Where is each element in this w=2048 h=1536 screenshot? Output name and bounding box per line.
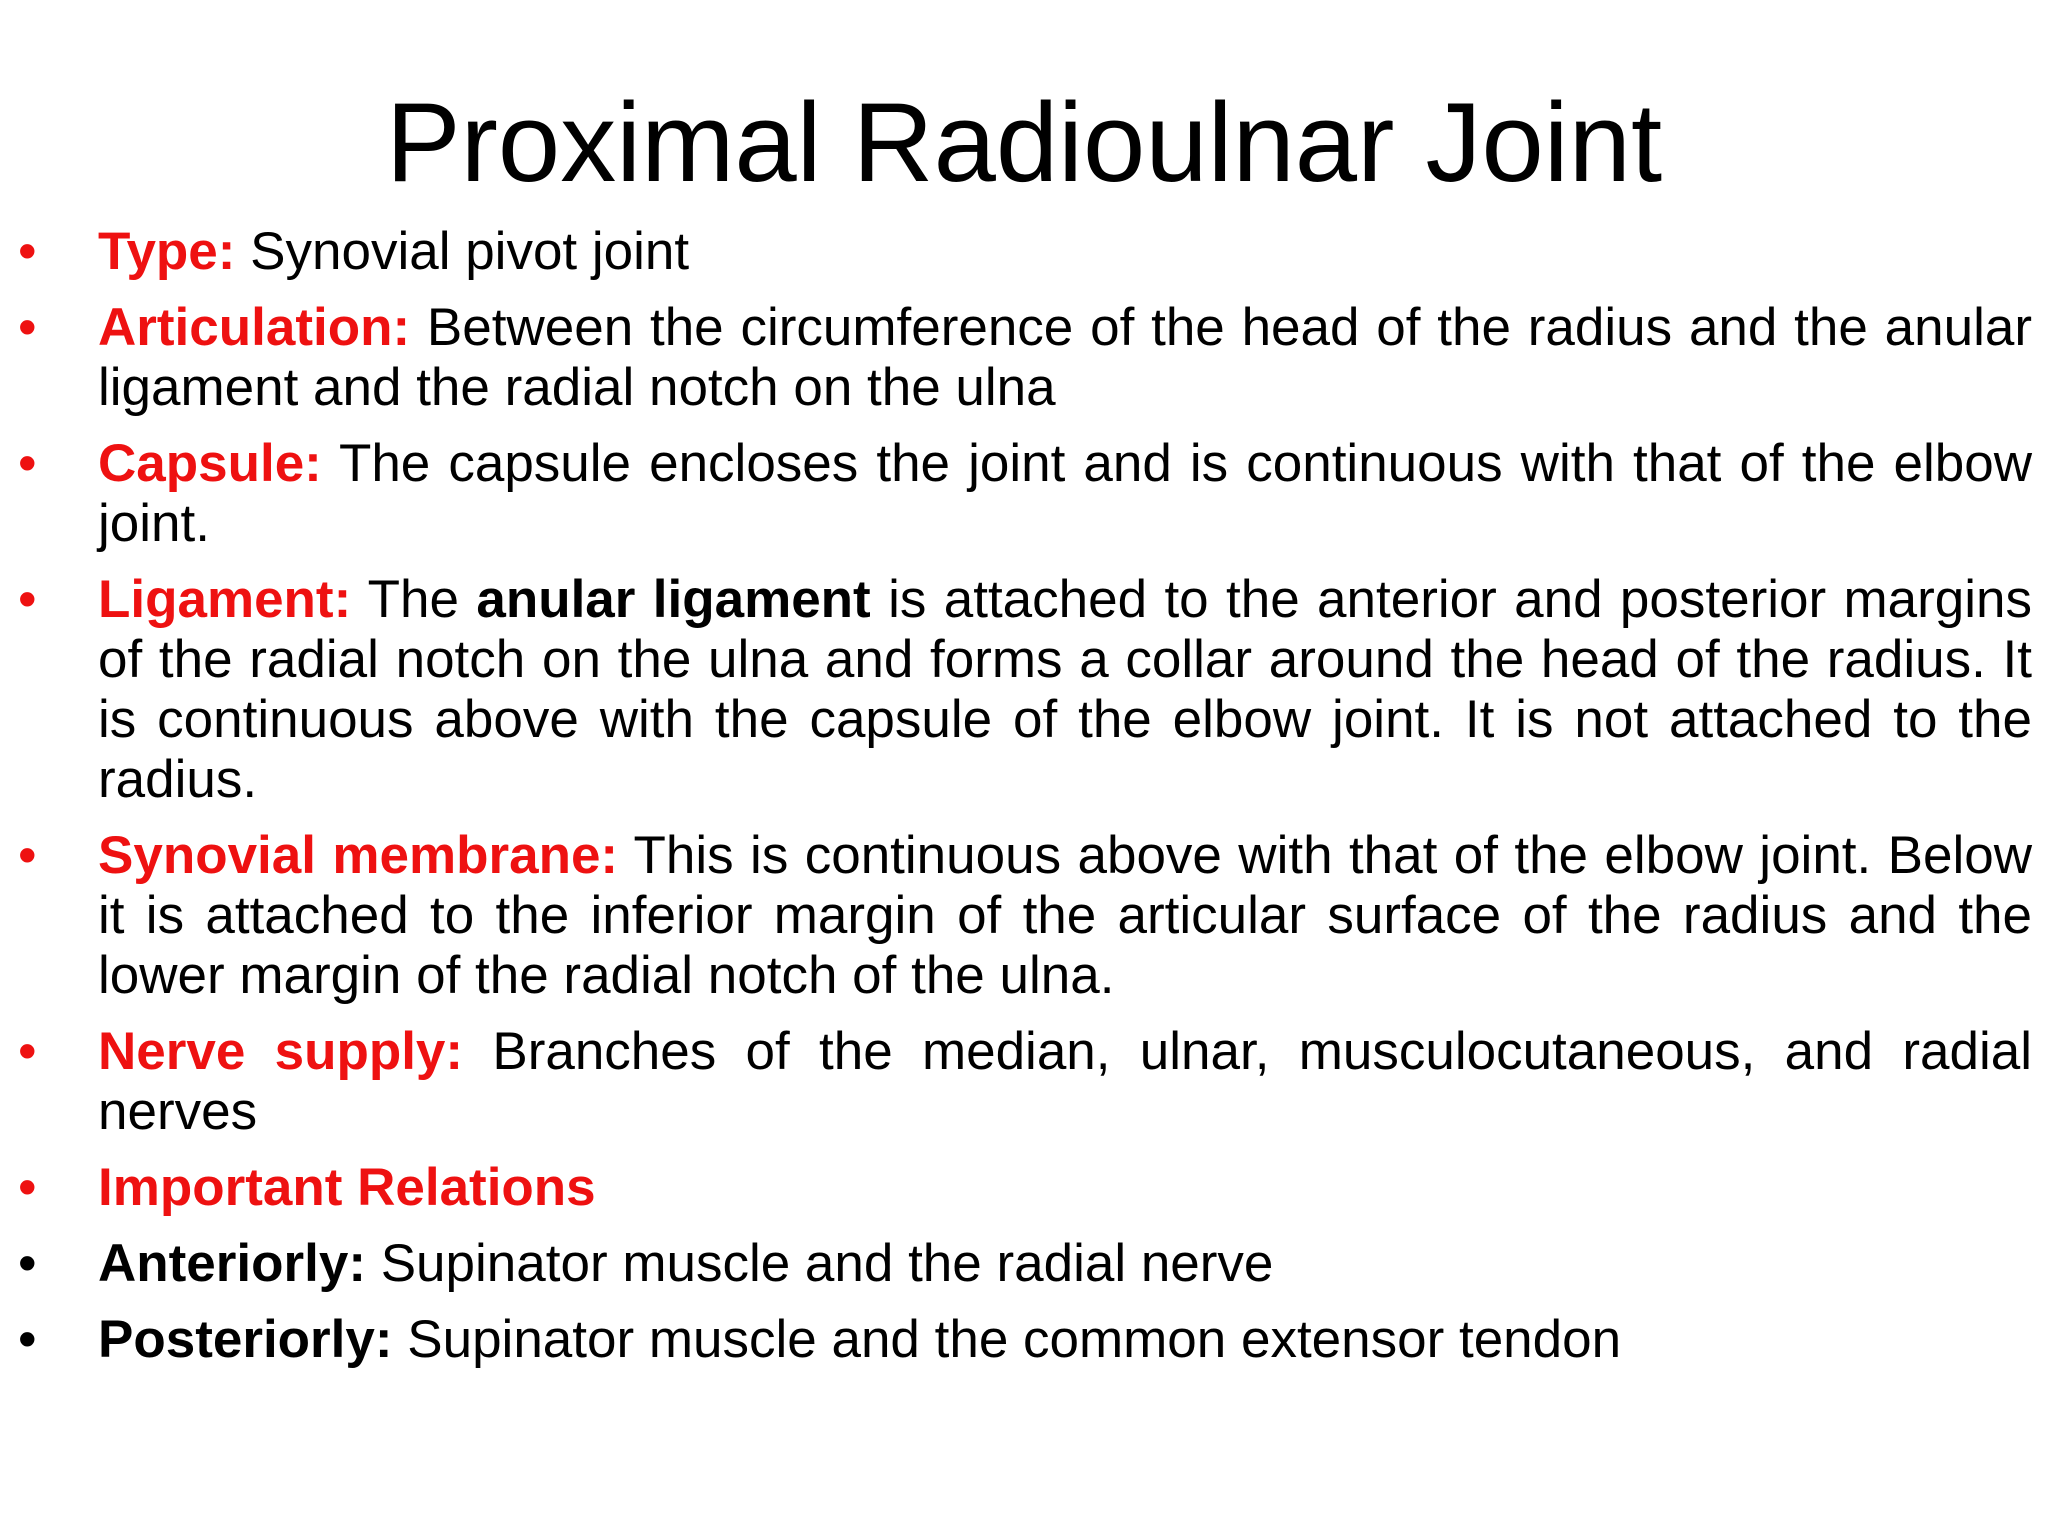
bullet-articulation	[0, 298, 2048, 418]
bullet-dot: •	[18, 826, 37, 885]
bullet-dot: •	[18, 222, 37, 281]
bullet-dot: •	[18, 1158, 37, 1217]
slide-title: Proximal Radioulnar Joint	[385, 80, 1663, 205]
bullet-dot: •	[18, 298, 37, 357]
bullet-label: Articulation:	[98, 298, 411, 357]
bullet-type	[0, 222, 2048, 282]
bullet-dot: •	[18, 1234, 37, 1293]
bullet-label: Nerve supply:	[98, 1022, 464, 1081]
bullet-text: Synovial pivot joint	[235, 222, 690, 281]
bullet-label: Capsule:	[98, 434, 322, 493]
bullet-ligament	[0, 570, 2048, 810]
bullet-dot: •	[18, 570, 37, 629]
bullet-label: Posteriorly:	[98, 1310, 393, 1369]
bullet-text: This is continuous above with that of the elbow joint. Below it is attached to the inferior margin of the articular surface of the radius and the lower margin of the radial notch of the ulna.	[98, 826, 2033, 1005]
bullet-synovial-membrane	[0, 826, 2048, 1006]
bullet-dot: •	[18, 1310, 37, 1369]
bullet-anteriorly	[0, 1234, 2048, 1294]
bullet-label: Synovial membrane:	[98, 826, 619, 885]
bullet-dot: •	[18, 434, 37, 493]
bullet-text-after: is attached to the anterior and posterior margins of the radial notch on the ulna and forms a collar around the head of the radius. It is continuous above with the capsule of the elbow joint. It is not attached to the radius.	[98, 570, 2033, 809]
bullet-posteriorly	[0, 1310, 2048, 1370]
bullet-text: Supinator muscle and the common extensor tendon	[392, 1310, 1622, 1369]
bullet-dot: •	[18, 1022, 37, 1081]
bullet-label: Ligament:	[98, 570, 352, 629]
bullet-bold-term: anular ligament	[476, 570, 871, 629]
bullet-label: Type:	[98, 222, 236, 281]
bullet-text-before: The	[351, 570, 477, 629]
bullet-text: The capsule encloses the joint and is continuous with that of the elbow joint.	[98, 434, 2032, 553]
bullet-text: Supinator muscle and the radial nerve	[365, 1234, 1274, 1293]
bullet-label: Anteriorly:	[98, 1234, 366, 1293]
bullet-text: Branches of the median, ulnar, musculocutaneous, and radial nerves	[98, 1022, 2032, 1141]
bullet-text: Between the circumference of the head of the radius and the anular ligament and the radial notch on the ulna	[98, 298, 2032, 417]
bullet-capsule	[0, 434, 2048, 554]
bullet-label: Important Relations	[98, 1158, 596, 1217]
bullet-important-relations	[0, 1158, 2048, 1218]
bullet-list	[0, 222, 2048, 1386]
bullet-nerve-supply	[0, 1022, 2048, 1142]
